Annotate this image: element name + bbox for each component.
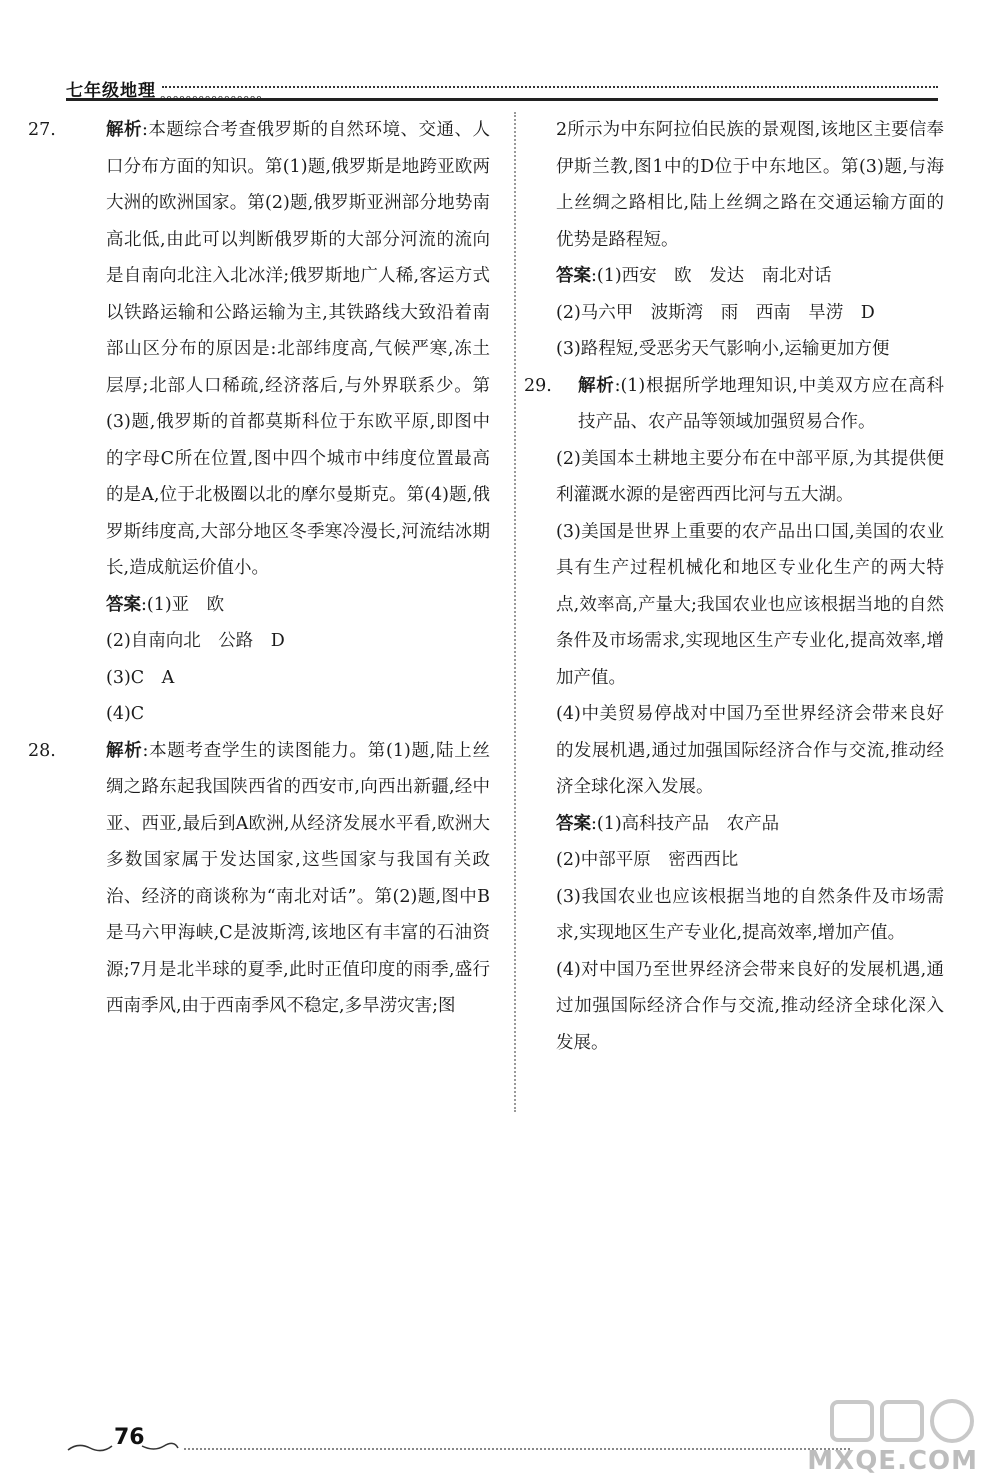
answer-line: (2)马六甲 波斯湾 雨 西南 旱涝 D [556,302,875,323]
question-27 [28,112,490,587]
answer-item: :(1)西安 欧 发达 南北对话 [591,266,832,286]
header-circle-ornament: oooooooooooooooo [160,94,263,104]
answer-item: :(1)亚 欧 [141,594,225,615]
page-header-title: 七年级地理 [66,81,156,101]
answer-line [74,587,490,624]
analysis-paragraph: (2)美国本土耕地主要分布在中部平原,为其提供便利灌溉水源的是密西西比河与五大湖。 [556,448,944,505]
analysis-text [578,368,944,441]
question-29 [524,368,945,441]
answer-line: (2)中部平原 密西西比 [556,850,739,870]
analysis-text [106,112,490,587]
left-column [28,112,490,1025]
header-dotted-line [162,86,938,88]
analysis-body: :本题综合考查俄罗斯的自然环境、交通、人口分布方面的知识。第(1)题,俄罗斯是地跨亚欧两大洲的欧洲国家。第(2)题,俄罗斯亚洲部分地势南高北低,由此可以判断俄罗斯的大部分河流的流向是自南向北注入北冰洋;俄罗斯地广人稀,客运方式以铁路运输和公路运输为主,其铁路线大致沿着南部山区分布的原因是:北部纬度高,气候严寒,冻土层厚;北部人口稀疏,经济落后,与外界联系少。第(3)题,俄罗斯的首都莫斯科位于东欧平原,即图中的字母C所在位置,图中四个城市中纬度位置最高的是A,位于北极圈以北的摩尔曼斯克。第(4)题,俄罗斯纬度高,大部分地区冬季寒冷漫长,河流结冰期长,造成航运价值小。 [106,120,490,578]
answer-line: (3)C A [106,667,175,688]
footer-swirl-ornament [140,1440,180,1454]
answer-line: (4)对中国乃至世界经济会带来良好的发展机遇,通过加强国际经济合作与交流,推动经济全球化深入发展。 [556,959,944,1053]
answer-label: 答案 [556,266,591,286]
answer-line [528,258,944,295]
analysis-label: 解析 [106,120,143,140]
analysis-continued: 2所示为中东阿拉伯民族的景观图,该地区主要信奉伊斯兰教,图1中的D位于中东地区。第(3)题,与海上丝绸之路相比,陆上丝绸之路在交通运输方面的优势是路程短。 [556,120,944,250]
header-rule [66,98,938,101]
analysis-paragraph: (3)美国是世界上重要的农产品出口国,美国的农业具有生产过程机械化和地区专业化生产的两大特点,效率高,产量大;我国农业也应该根据当地的自然条件及市场需求,实现地区生产专业化,提高效率,增加产值。 [556,521,944,688]
watermark-text: MXQE.COM [807,1446,978,1476]
answer-line: (3)路程短,受恶劣天气影响小,运输更加方便 [556,339,890,359]
footer-dotted-line [184,1448,850,1450]
analysis-body: :本题考查学生的读图能力。第(1)题,陆上丝绸之路东起我国陕西省的西安市,向西出新疆,经中亚、西亚,最后到A欧洲,从经济发展水平看,欧洲大多数国家属于发达国家,这些国家与我国有关政治、经济的商谈称为“南北对话”。第(2)题,图中B是马六甲海峡,C是波斯湾,该地区有丰富的石油资源;7月是北半球的夏季,此时正值印度的雨季,盛行西南季风,由于西南季风不稳定,多旱涝灾害;图 [106,740,490,1016]
answer-line: (2)自南向北 公路 D [106,631,285,651]
right-column [524,112,945,1061]
analysis-label: 解析 [578,375,615,396]
analysis-label: 解析 [106,740,143,761]
answer-line [528,806,944,843]
answer-line: (4)C [106,704,145,724]
column-divider [514,112,516,1112]
page-number: 76 [114,1425,145,1450]
analysis-body: :(1)根据所学地理知识,中美双方应在高科技产品、农产品等领域加强贸易合作。 [578,375,945,432]
analysis-text [106,733,490,1025]
answer-label: 答案 [106,594,141,615]
analysis-paragraph: (4)中美贸易停战对中国乃至世界经济会带来良好的发展机遇,通过加强国际经济合作与交流,推动经济全球化深入发展。 [556,704,944,797]
question-28 [28,733,490,1025]
question-number: 27. [28,120,56,140]
footer-swirl-ornament [66,1440,114,1454]
question-number: 29. [524,375,552,396]
question-number: 28. [28,740,56,761]
answer-item: :(1)高科技产品 农产品 [591,813,780,834]
answer-line: (3)我国农业也应该根据当地的自然条件及市场需求,实现地区生产专业化,提高效率,增加产值。 [556,886,944,943]
answer-label: 答案 [556,813,591,834]
